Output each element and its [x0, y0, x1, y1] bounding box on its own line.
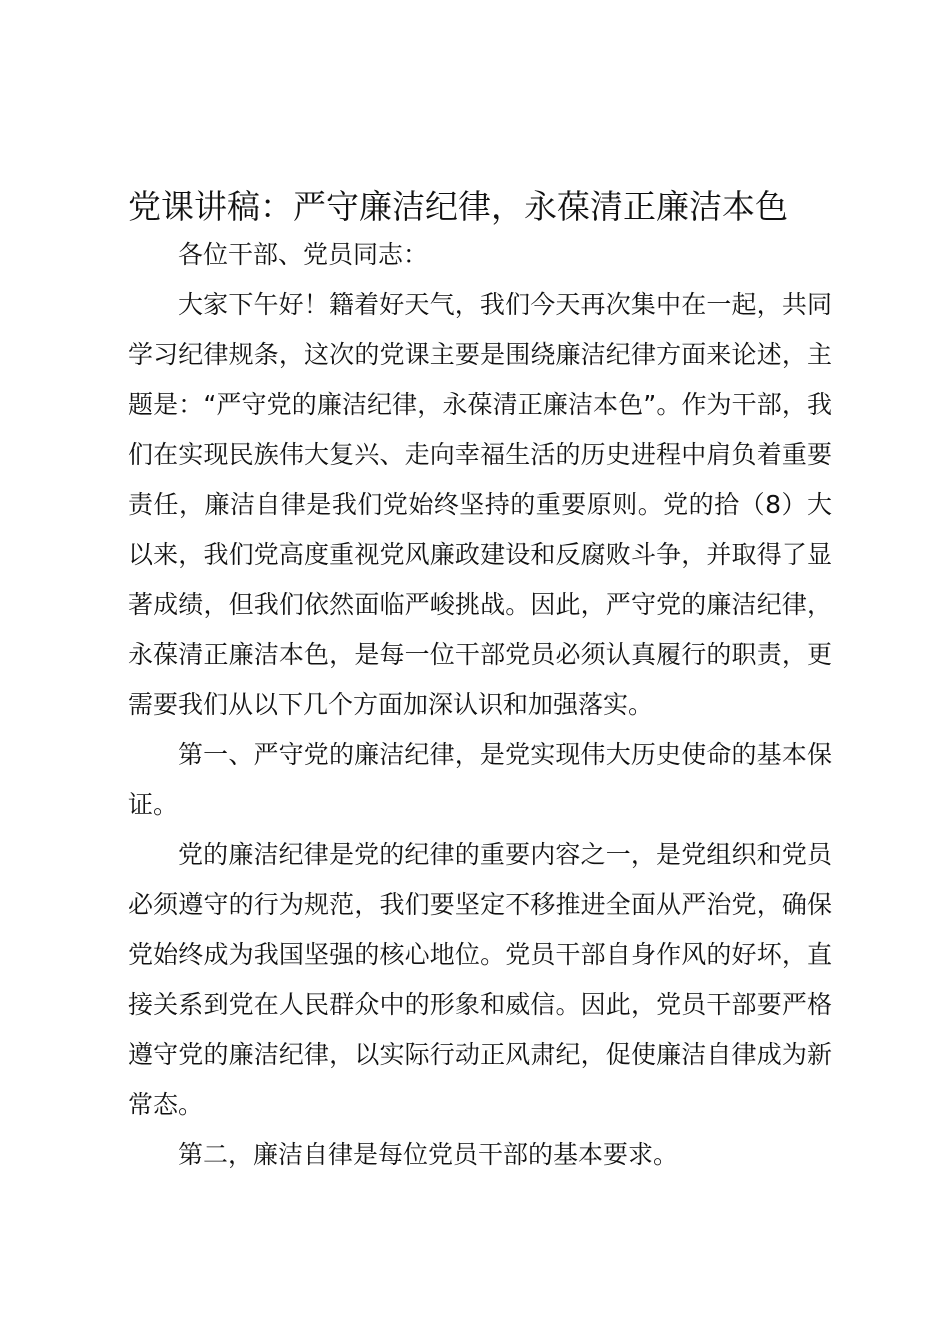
document-body [128, 230, 832, 1180]
section-heading-first: 第一、严守党的廉洁纪律，是党实现伟大历史使命的基本保证。 [128, 740, 832, 819]
section-one-paragraph: 党的廉洁纪律是党的纪律的重要内容之一，是党组织和党员必须遵守的行为规范，我们要坚定不移推进全面从严治党，确保党始终成为我国坚强的核心地位。党员干部自身作风的好坏，直接关系到党在人民群众中的形象和威信。因此，党员干部要严格遵守党的廉洁纪律，以实际行动正风肃纪，促使廉洁自律成为新常态。 [128, 840, 832, 1119]
document-title: 党课讲稿：严守廉洁纪律，永葆清正廉洁本色 [128, 187, 788, 226]
salutation: 各位干部、党员同志： [178, 240, 429, 269]
opening-paragraph: 大家下午好！籍着好天气，我们今天再次集中在一起，共同学习纪律规条，这次的党课主要是围绕廉洁纪律方面来论述，主题是：“严守党的廉洁纪律，永葆清正廉洁本色”。作为干部，我们在实现民族伟大复兴、走向幸福生活的历史进程中肩负着重要责任，廉洁自律是我们党始终坚持的重要原则。党的拾（8）大以来，我们党高度重视党风廉政建设和反腐败斗争，并取得了显著成绩，但我们依然面临严峻挑战。因此，严守党的廉洁纪律，永葆清正廉洁本色，是每一位干部党员必须认真履行的职责，更需要我们从以下几个方面加深认识和加强落实。 [128, 290, 832, 719]
section-heading-second: 第二，廉洁自律是每位党员干部的基本要求。 [178, 1140, 679, 1169]
